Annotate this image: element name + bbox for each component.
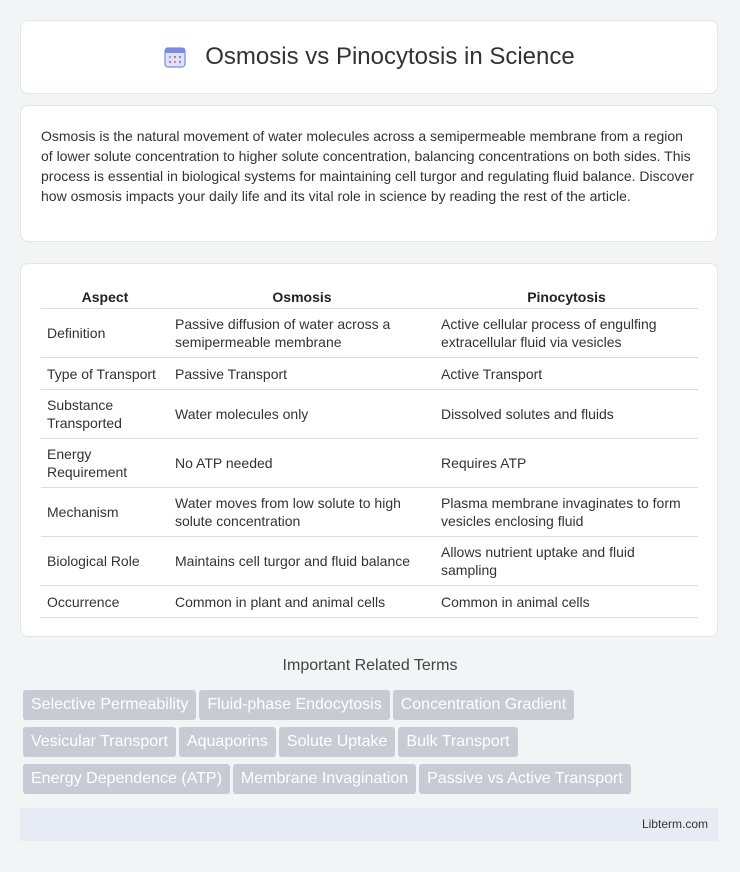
table-cell: Substance Transported xyxy=(41,390,169,439)
table-header-row xyxy=(41,286,698,309)
table-cell: Maintains cell turgor and fluid balance xyxy=(169,537,435,586)
table-cell: Active Transport xyxy=(435,358,698,390)
tag-selective-permeability[interactable]: Selective Permeability xyxy=(23,690,196,720)
tag-passive-vs-active[interactable]: Passive vs Active Transport xyxy=(419,764,631,794)
table-cell: Biological Role xyxy=(41,537,169,586)
table-cell: Common in animal cells xyxy=(435,586,698,618)
header-pinocytosis: Pinocytosis xyxy=(435,286,698,309)
table-cell: Type of Transport xyxy=(41,358,169,390)
table-cell: Water moves from low solute to high solute concentration xyxy=(169,488,435,537)
comparison-card xyxy=(20,263,718,637)
tag-bulk-transport[interactable]: Bulk Transport xyxy=(398,727,517,757)
tag-energy-dependence[interactable]: Energy Dependence (ATP) xyxy=(23,764,230,794)
table-cell: Plasma membrane invaginates to form vesicles enclosing fluid xyxy=(435,488,698,537)
table-cell: Requires ATP xyxy=(435,439,698,488)
header-osmosis: Osmosis xyxy=(169,286,435,309)
comparison-table xyxy=(41,286,698,618)
table-cell: No ATP needed xyxy=(169,439,435,488)
related-terms-title: Important Related Terms xyxy=(282,657,458,674)
table-row xyxy=(41,439,698,488)
header-aspect: Aspect xyxy=(41,286,169,309)
tag-fluid-phase-endocytosis[interactable]: Fluid-phase Endocytosis xyxy=(199,690,389,720)
tag-aquaporins[interactable]: Aquaporins xyxy=(179,727,276,757)
table-cell: Definition xyxy=(41,309,169,358)
intro-card xyxy=(20,105,718,242)
related-terms-list xyxy=(23,690,723,801)
table-cell: Energy Requirement xyxy=(41,439,169,488)
table-row xyxy=(41,586,698,618)
table-cell: Passive Transport xyxy=(169,358,435,390)
tag-vesicular-transport[interactable]: Vesicular Transport xyxy=(23,727,176,757)
footer-site-link[interactable]: Libterm.com xyxy=(641,817,708,831)
tag-membrane-invagination[interactable]: Membrane Invagination xyxy=(233,764,416,794)
header-card xyxy=(20,20,718,94)
table-cell: Allows nutrient uptake and fluid sampling xyxy=(435,537,698,586)
table-row xyxy=(41,358,698,390)
footer xyxy=(20,808,718,841)
table-cell: Occurrence xyxy=(41,586,169,618)
table-row xyxy=(41,309,698,358)
table-cell: Active cellular process of engulfing extracellular fluid via vesicles xyxy=(435,309,698,358)
calendar-icon xyxy=(163,45,187,69)
tag-concentration-gradient[interactable]: Concentration Gradient xyxy=(393,690,574,720)
table-cell: Dissolved solutes and fluids xyxy=(435,390,698,439)
table-cell: Common in plant and animal cells xyxy=(169,586,435,618)
tag-solute-uptake[interactable]: Solute Uptake xyxy=(279,727,396,757)
table-row xyxy=(41,488,698,537)
page-title: Osmosis vs Pinocytosis in Science xyxy=(205,43,575,70)
table-row xyxy=(41,537,698,586)
table-cell: Passive diffusion of water across a semipermeable membrane xyxy=(169,309,435,358)
table-row xyxy=(41,390,698,439)
table-cell: Water molecules only xyxy=(169,390,435,439)
table-cell: Mechanism xyxy=(41,488,169,537)
intro-text: Osmosis is the natural movement of water molecules across a semipermeable membrane from a region of lower solute concentration to higher solute concentration, balancing concentrations on both sides. This process is essential in biological systems for maintaining cell turgor and regulating fluid balance. Discover how osmosis impacts your daily life and its vital role in science by reading the rest of the article. xyxy=(41,128,694,204)
